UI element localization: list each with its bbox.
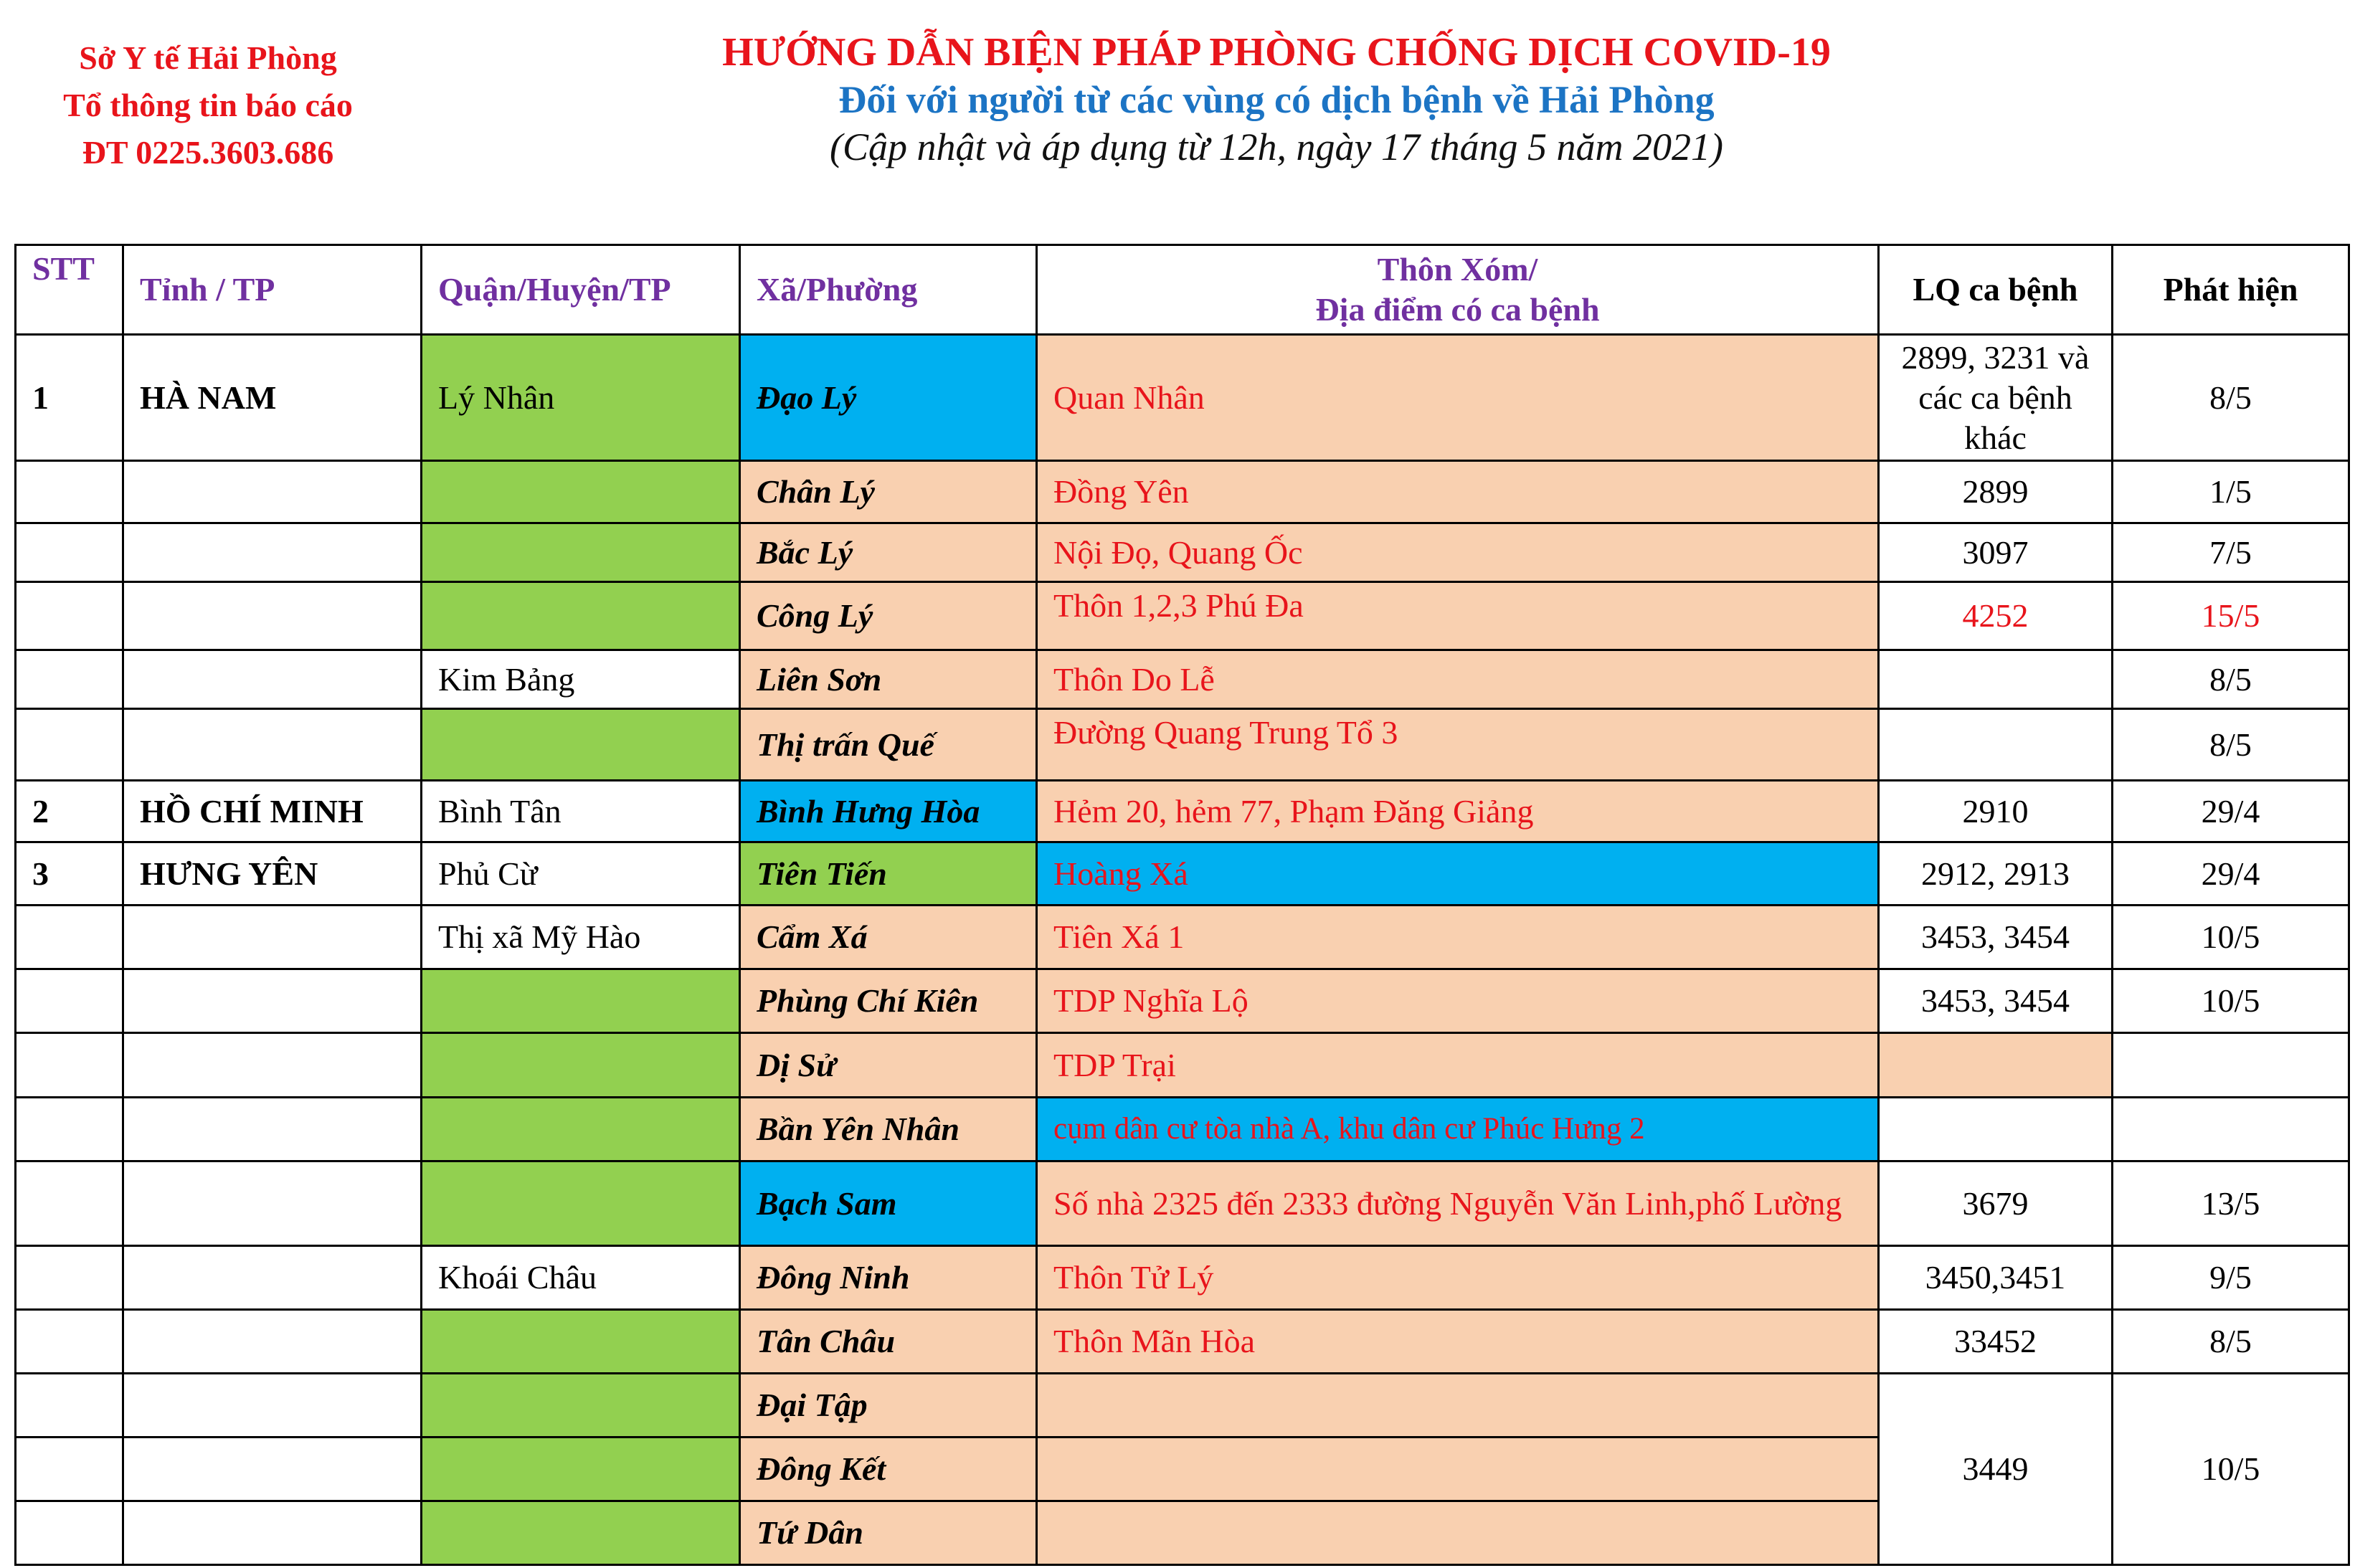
header-location <box>1037 245 1879 335</box>
cell-stt <box>16 1033 123 1098</box>
cell-district: Kim Bảng <box>422 650 740 709</box>
cell-province <box>123 1310 422 1374</box>
header-location-line1: Thôn Xóm/ <box>1377 251 1538 288</box>
cell-district <box>422 461 740 523</box>
cell-detected: 29/4 <box>2113 781 2349 842</box>
cell-detected <box>2113 1098 2349 1161</box>
cell-stt: 2 <box>16 781 123 842</box>
cell-province <box>123 461 422 523</box>
cell-cases: 3679 <box>1879 1161 2113 1246</box>
cell-detected: 7/5 <box>2113 523 2349 582</box>
cell-district <box>422 969 740 1033</box>
cell-ward: Đông Ninh <box>740 1246 1037 1310</box>
cell-location <box>1037 1438 1879 1501</box>
cell-stt <box>16 1438 123 1501</box>
table-row <box>16 969 2349 1033</box>
cell-ward: Đông Kết <box>740 1438 1037 1501</box>
cell-district <box>422 1033 740 1098</box>
table-row <box>16 906 2349 969</box>
cell-stt <box>16 1246 123 1310</box>
cell-stt <box>16 1161 123 1246</box>
table-row <box>16 1374 2349 1438</box>
cell-ward: Tiên Tiến <box>740 842 1037 906</box>
document-title-block <box>631 29 1922 171</box>
cell-location: Nội Đọ, Quang Ốc <box>1037 523 1879 582</box>
cell-cases-merged: 3449 <box>1879 1374 2113 1565</box>
cell-ward: Cẩm Xá <box>740 906 1037 969</box>
cell-location: Tiên Xá 1 <box>1037 906 1879 969</box>
cell-ward: Chân Lý <box>740 461 1037 523</box>
cell-cases: 3097 <box>1879 523 2113 582</box>
header-location-line2: Địa điểm có ca bệnh <box>1315 291 1600 328</box>
cell-ward: Tứ Dân <box>740 1501 1037 1565</box>
cell-province <box>123 1246 422 1310</box>
cell-location: Đường Quang Trung Tổ 3 <box>1037 709 1879 781</box>
cell-ward: Tân Châu <box>740 1310 1037 1374</box>
cell-district <box>422 1098 740 1161</box>
cell-stt <box>16 1501 123 1565</box>
cell-ward: Bần Yên Nhân <box>740 1098 1037 1161</box>
cell-ward: Thị trấn Quế <box>740 709 1037 781</box>
cell-province <box>123 1033 422 1098</box>
cell-province <box>123 523 422 582</box>
cell-ward: Đại Tập <box>740 1374 1037 1438</box>
cell-district <box>422 582 740 650</box>
table-row <box>16 582 2349 650</box>
cell-location: Số nhà 2325 đến 2333 đường Nguyễn Văn Linh,phố Lường <box>1037 1161 1879 1246</box>
header-cases: LQ ca bệnh <box>1879 245 2113 335</box>
cell-location: Hoàng Xá <box>1037 842 1879 906</box>
cell-stt <box>16 650 123 709</box>
cell-province <box>123 582 422 650</box>
agency-unit: Tổ thông tin báo cáo <box>63 87 353 123</box>
cell-cases <box>1879 1098 2113 1161</box>
cell-stt <box>16 709 123 781</box>
cell-province: HỒ CHÍ MINH <box>123 781 422 842</box>
cell-cases: 2912, 2913 <box>1879 842 2113 906</box>
cell-detected: 8/5 <box>2113 1310 2349 1374</box>
cell-stt: 3 <box>16 842 123 906</box>
cell-cases: 2899, 3231 và các ca bệnh khác <box>1879 335 2113 461</box>
cell-district <box>422 1161 740 1246</box>
table-row <box>16 335 2349 461</box>
cell-ward: Liên Sơn <box>740 650 1037 709</box>
cell-location: Thôn 1,2,3 Phú Đa <box>1037 582 1879 650</box>
cell-stt <box>16 1098 123 1161</box>
cell-province <box>123 969 422 1033</box>
cell-detected-merged: 10/5 <box>2113 1374 2349 1565</box>
table-row <box>16 1246 2349 1310</box>
cell-province <box>123 1161 422 1246</box>
table-row <box>16 1310 2349 1374</box>
cell-stt <box>16 1374 123 1438</box>
cell-location: Quan Nhân <box>1037 335 1879 461</box>
cell-detected: 9/5 <box>2113 1246 2349 1310</box>
cell-district <box>422 523 740 582</box>
cell-location: Hẻm 20, hẻm 77, Phạm Đăng Giảng <box>1037 781 1879 842</box>
cell-province <box>123 1501 422 1565</box>
table-header-row <box>16 245 2349 335</box>
cell-province <box>123 1374 422 1438</box>
table-row <box>16 1033 2349 1098</box>
cell-detected: 10/5 <box>2113 906 2349 969</box>
header-detected: Phát hiện <box>2113 245 2349 335</box>
cell-province <box>123 1438 422 1501</box>
cell-stt <box>16 1310 123 1374</box>
cell-province: HƯNG YÊN <box>123 842 422 906</box>
cell-location: Thôn Do Lễ <box>1037 650 1879 709</box>
table-row <box>16 650 2349 709</box>
cell-location: Đồng Yên <box>1037 461 1879 523</box>
cell-ward: Đạo Lý <box>740 335 1037 461</box>
cell-district <box>422 1310 740 1374</box>
cell-stt <box>16 906 123 969</box>
cell-detected: 15/5 <box>2113 582 2349 650</box>
outbreak-table <box>14 244 2350 1566</box>
cell-province <box>123 709 422 781</box>
cell-ward: Bạch Sam <box>740 1161 1037 1246</box>
cell-cases <box>1879 650 2113 709</box>
table-row <box>16 523 2349 582</box>
cell-detected: 8/5 <box>2113 650 2349 709</box>
cell-detected: 1/5 <box>2113 461 2349 523</box>
header-province: Tỉnh / TP <box>123 245 422 335</box>
header-stt: STT <box>16 245 123 335</box>
cell-cases: 3453, 3454 <box>1879 969 2113 1033</box>
cell-province <box>123 906 422 969</box>
cell-location: cụm dân cư tòa nhà A, khu dân cư Phúc Hưng 2 <box>1037 1098 1879 1161</box>
cell-cases <box>1879 1033 2113 1098</box>
cell-cases <box>1879 709 2113 781</box>
table-row <box>16 781 2349 842</box>
cell-district: Lý Nhân <box>422 335 740 461</box>
cell-stt: 1 <box>16 335 123 461</box>
agency-name: Sở Y tế Hải Phòng <box>79 39 337 76</box>
cell-district <box>422 709 740 781</box>
cell-ward: Phùng Chí Kiên <box>740 969 1037 1033</box>
table-row <box>16 1161 2349 1246</box>
agency-phone: ĐT 0225.3603.686 <box>82 134 334 171</box>
document-update-note: (Cập nhật và áp dụng từ 12h, ngày 17 tháng 5 năm 2021) <box>830 125 1723 168</box>
table-row <box>16 461 2349 523</box>
cell-cases: 33452 <box>1879 1310 2113 1374</box>
cell-cases: 4252 <box>1879 582 2113 650</box>
cell-stt <box>16 582 123 650</box>
cell-location: Thôn Tử Lý <box>1037 1246 1879 1310</box>
cell-location <box>1037 1501 1879 1565</box>
cell-province: HÀ NAM <box>123 335 422 461</box>
cell-cases: 2899 <box>1879 461 2113 523</box>
cell-district <box>422 1438 740 1501</box>
cell-detected: 13/5 <box>2113 1161 2349 1246</box>
table-row <box>16 842 2349 906</box>
cell-district: Phủ Cừ <box>422 842 740 906</box>
cell-province <box>123 1098 422 1161</box>
document-title: HƯỚNG DẪN BIỆN PHÁP PHÒNG CHỐNG DỊCH COVID-19 <box>722 30 1831 75</box>
cell-ward: Bình Hưng Hòa <box>740 781 1037 842</box>
cell-stt <box>16 461 123 523</box>
header-district: Quận/Huyện/TP <box>422 245 740 335</box>
cell-location: TDP Nghĩa Lộ <box>1037 969 1879 1033</box>
cell-detected: 10/5 <box>2113 969 2349 1033</box>
cell-detected: 8/5 <box>2113 335 2349 461</box>
cell-location: TDP Trại <box>1037 1033 1879 1098</box>
agency-block <box>22 34 394 176</box>
cell-location: Thôn Mãn Hòa <box>1037 1310 1879 1374</box>
header-ward: Xã/Phường <box>740 245 1037 335</box>
cell-detected: 29/4 <box>2113 842 2349 906</box>
table-row <box>16 709 2349 781</box>
cell-detected: 8/5 <box>2113 709 2349 781</box>
cell-detected <box>2113 1033 2349 1098</box>
table-row <box>16 1098 2349 1161</box>
cell-ward: Bắc Lý <box>740 523 1037 582</box>
cell-stt <box>16 523 123 582</box>
cell-province <box>123 650 422 709</box>
cell-district: Khoái Châu <box>422 1246 740 1310</box>
cell-ward: Công Lý <box>740 582 1037 650</box>
cell-cases: 2910 <box>1879 781 2113 842</box>
cell-cases: 3453, 3454 <box>1879 906 2113 969</box>
cell-cases: 3450,3451 <box>1879 1246 2113 1310</box>
cell-district: Bình Tân <box>422 781 740 842</box>
cell-ward: Dị Sử <box>740 1033 1037 1098</box>
document-subtitle: Đối với người từ các vùng có dịch bệnh về Hải Phòng <box>838 78 1715 121</box>
cell-stt <box>16 969 123 1033</box>
cell-district: Thị xã Mỹ Hào <box>422 906 740 969</box>
cell-district <box>422 1501 740 1565</box>
cell-district <box>422 1374 740 1438</box>
cell-location <box>1037 1374 1879 1438</box>
